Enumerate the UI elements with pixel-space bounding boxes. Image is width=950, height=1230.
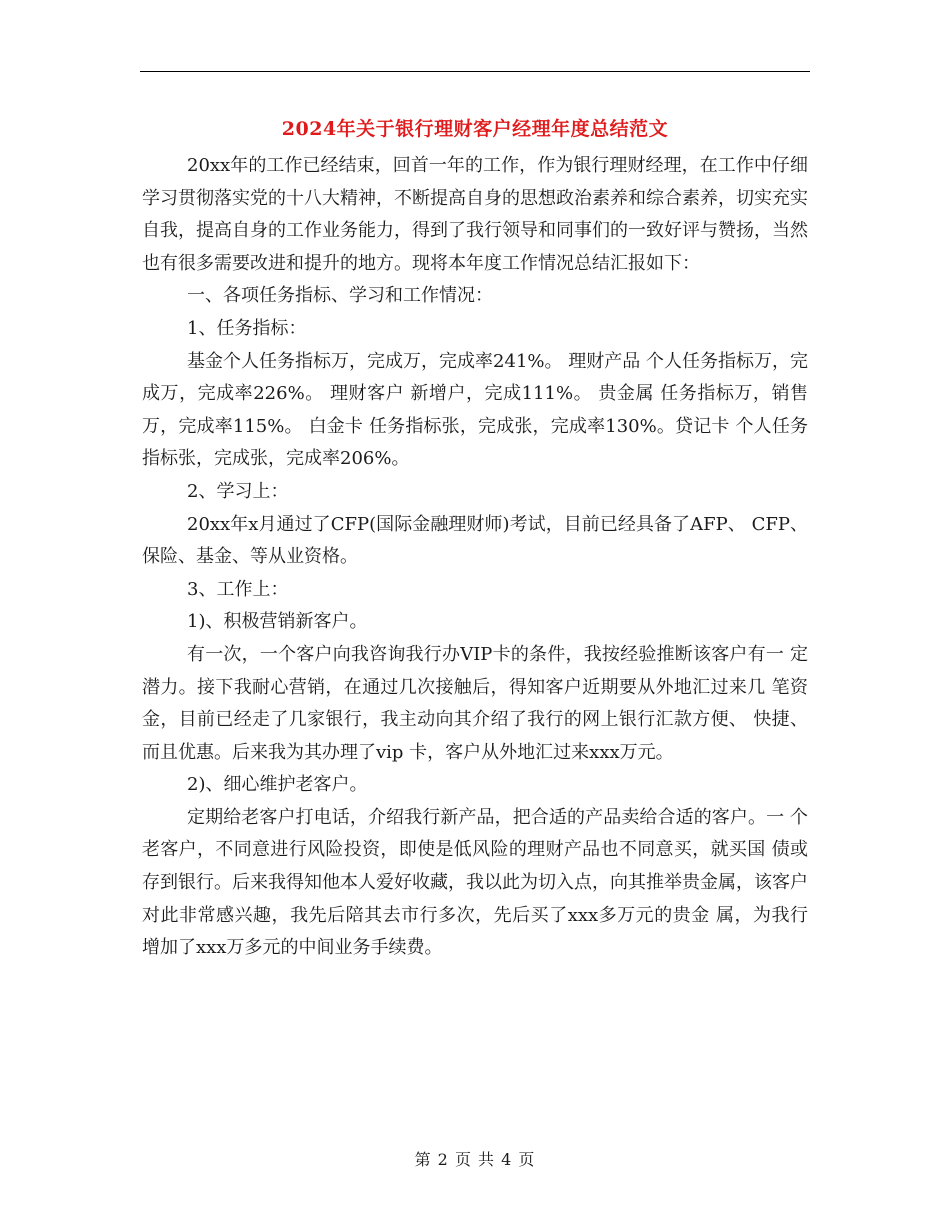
- study-paragraph: 20xx年x月通过了CFP(国际金融理财师)考试，目前已经具备了AFP、 CFP、保险、基金、等从业资格。: [142, 513, 808, 568]
- header-rule: [140, 71, 810, 72]
- document-title: 2024年关于银行理财客户经理年度总结范文: [281, 118, 669, 140]
- subheading-work: 3、工作上：: [187, 578, 289, 600]
- page-number: 第 2 页 共 4 页: [414, 1150, 536, 1169]
- old-customers-paragraph: 定期给老客户打电话，介绍我行新产品，把合适的产品卖给合适的客户。一 个老客户，不同意进行风险投资，即使是低风险的理财产品也不同意买，就买国 债或存到银行。后来我得知他本人爱好收藏，我以此为切入点，向其推举贵金属，该客户对此非常感兴趣，我先后陪其去市行多次，先后买了xxx多万元的贵金 属，为我行增加了xxx万多元的中间业务手续费。: [142, 806, 808, 959]
- new-customers-paragraph: 有一次，一个客户向我咨询我行办VIP卡的条件，我按经验推断该客户有一 定潜力。接下我耐心营销，在通过几次接触后，得知客户近期要从外地汇过来几 笔资金，目前已经走了几家银行，我主动向其介绍了我行的网上银行汇款方便、 快捷、而且优惠。后来我为其办理了vip 卡，客户从外地汇过来xxx万元。: [142, 643, 808, 763]
- subheading-study: 2、学习上：: [187, 480, 289, 502]
- intro-paragraph: 20xx年的工作已经结束，回首一年的工作，作为银行理财经理，在工作中仔细学习贯彻落实党的十八大精神，不断提高自身的思想政治素养和综合素养，切实充实自我，提高自身的工作业务能力，得到了我行领导和同事们的一致好评与赞扬，当然也有很多需要改进和提升的地方。现将本年度工作情况总结汇报如下：: [142, 155, 808, 274]
- subheading-new-customers: 1)、积极营销新客户。: [187, 611, 368, 633]
- subheading-task-targets: 1、任务指标：: [187, 317, 307, 339]
- section-heading-1: 一、各项任务指标、学习和工作情况：: [187, 285, 493, 307]
- task-targets-paragraph: 基金个人任务指标万，完成万，完成率241%。 理财产品 个人任务指标万，完成万，完成率226%。 理财客户 新增户，完成111%。 贵金属 任务指标万，销售万，完成率115%。 白金卡 任务指标张，完成张，完成率130%。贷记卡 个人任务指标张，完成张，完成率206%。: [142, 350, 808, 470]
- document-body: [142, 150, 808, 965]
- subheading-old-customers: 2)、细心维护老客户。: [187, 774, 368, 796]
